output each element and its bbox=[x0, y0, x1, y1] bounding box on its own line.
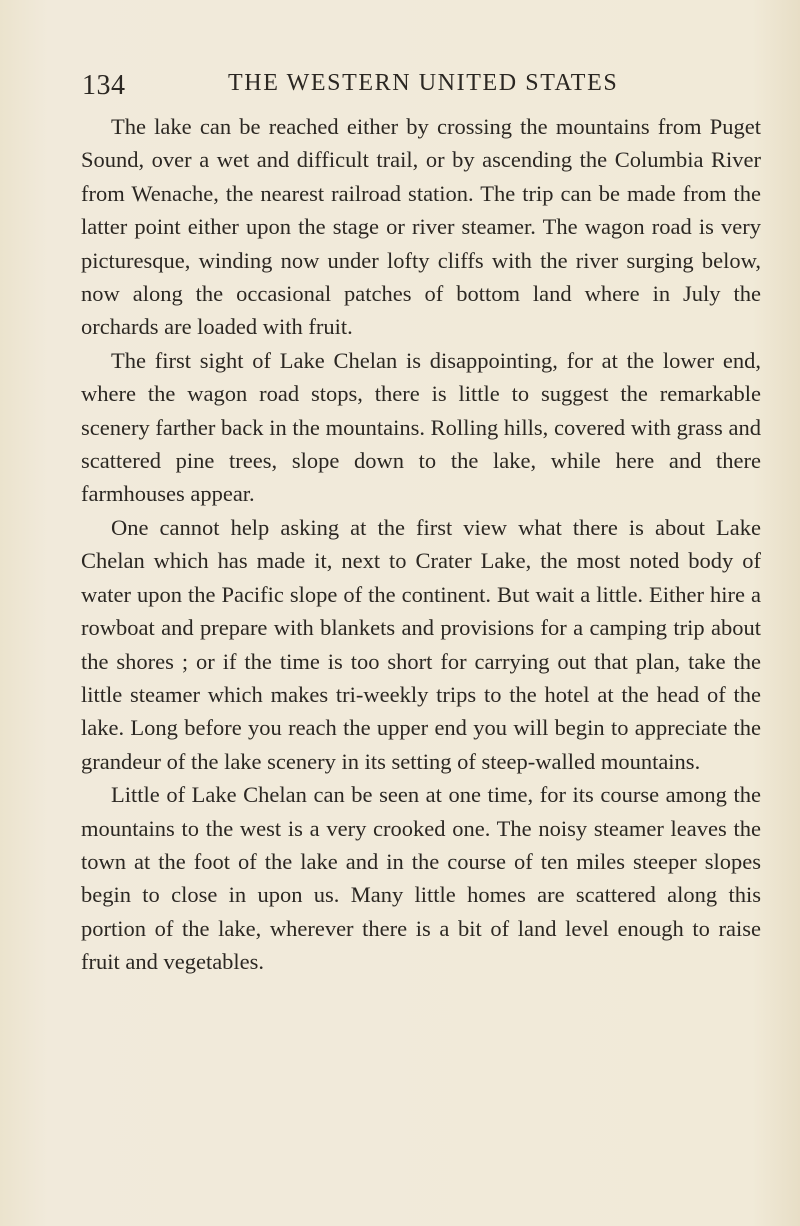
running-title: THE WESTERN UNITED STATES bbox=[228, 70, 619, 96]
body-text bbox=[81, 110, 761, 979]
paragraph-1: The lake can be reached either by crossing the mountains from Puget Sound, over a wet and difficult trail, or by ascending the Columbia River from Wenache, the nearest railroad station. The trip can be made from the latter point either upon the stage or river steamer. The wagon road is very picturesque, winding now under lofty cliffs with the river surging below, now along the occasional patches of bottom land where in July the orchards are loaded with fruit. bbox=[81, 114, 761, 340]
page-number: 134 bbox=[82, 70, 126, 101]
paragraph-3: One cannot help asking at the first view what there is about Lake Chelan which has made it, next to Crater Lake, the most noted body of water upon the Pacific slope of the continent. But wait a little. Either hire a rowboat and prepare with blankets and provisions for a camping trip about the shores ; or if the time is too short for carrying out that plan, take the little steamer which makes tri-weekly trips to the hotel at the head of the lake. Long before you reach the upper end you will begin to appreciate the grandeur of the lake scenery in its setting of steep-walled mountains. bbox=[81, 514, 761, 774]
paragraph-2: The first sight of Lake Chelan is disappointing, for at the lower end, where the wagon road stops, there is little to suggest the remarkable scenery farther back in the mountains. Rolling hills, covered with grass and scattered pine trees, slope down to the lake, while here and there farmhouses appear. bbox=[81, 347, 761, 507]
paragraph-4: Little of Lake Chelan can be seen at one time, for its course among the mountains to the west is a very crooked one. The noisy steamer leaves the town at the foot of the lake and in the course of ten miles steeper slopes begin to close in upon us. Many little homes are scattered along this portion of the lake, wherever there is a bit of land level enough to raise fruit and vegetables. bbox=[81, 782, 761, 975]
